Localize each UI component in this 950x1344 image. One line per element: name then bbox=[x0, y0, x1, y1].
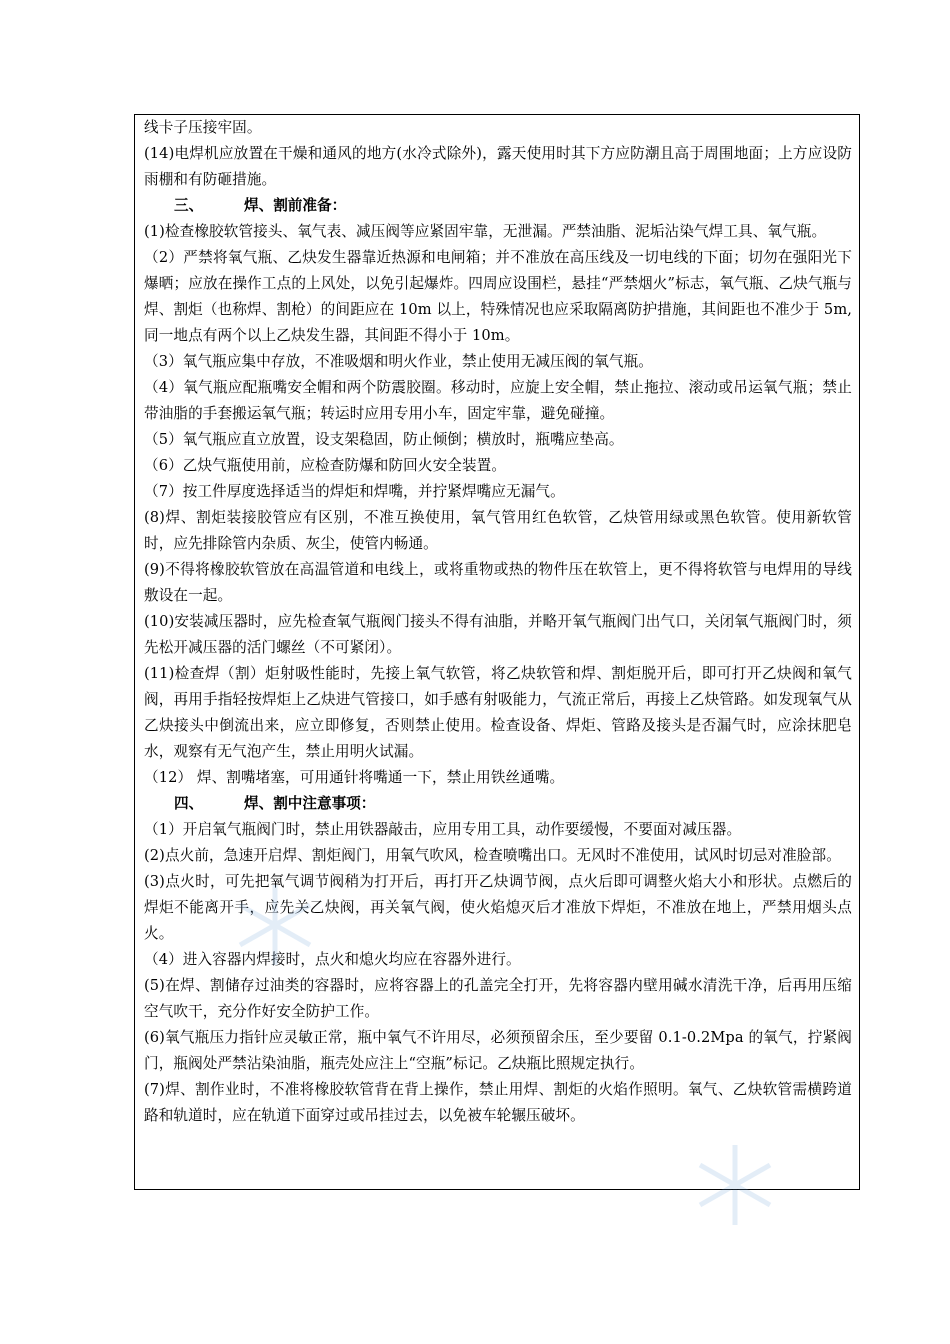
paragraph: （6）乙炔气瓶使用前，应检查防爆和防回火安全装置。 bbox=[144, 457, 507, 474]
paragraph: （12） 焊、割嘴堵塞，可用通针将嘴通一下，禁止用铁丝通嘴。 bbox=[144, 769, 565, 786]
paragraph: （1）开启氧气瓶阀门时，禁止用铁器敲击，应用专用工具，动作要缓慢，不要面对减压器。 bbox=[144, 821, 742, 838]
paragraph: (2)点火前，急速开启焊、割炬阀门，用氧气吹风，检查喷嘴出口。无风时不准使用，试风时切忌对准脸部。 bbox=[144, 847, 841, 864]
paragraph: (10)安装减压器时，应先检查氧气瓶阀门接头不得有油脂，并略开氧气瓶阀门出气口，关闭氧气瓶阀门时，须先松开减压器的活门螺丝（不可紧闭）。 bbox=[144, 613, 852, 656]
snowflake-watermark-right bbox=[690, 1140, 780, 1230]
paragraph: （5）氧气瓶应直立放置，设支架稳固，防止倾倒；横放时，瓶嘴应垫高。 bbox=[144, 431, 624, 448]
document-table-cell bbox=[134, 114, 860, 1190]
paragraph: (6)氧气瓶压力指针应灵敏正常，瓶中氧气不许用尽，必须预留余压，至少要留 0.1-0.2Mpa 的氧气，拧紧阀门，瓶阀处严禁沾染油脂，瓶壳处应注上“空瓶”标记。乙炔瓶比照规定执行。 bbox=[144, 1029, 852, 1072]
paragraph: （4）氧气瓶应配瓶嘴安全帽和两个防震胶圈。移动时，应旋上安全帽，禁止拖拉、滚动或吊运氧气瓶；禁止带油脂的手套搬运氧气瓶；转运时应用专用小车，固定牢靠，避免碰撞。 bbox=[144, 379, 852, 422]
snowflake-watermark-left bbox=[230, 880, 320, 970]
paragraph: (7)焊、割作业时，不准将橡胶软管背在背上操作，禁止用焊、割炬的火焰作照明。氧气、乙炔软管需横跨道路和轨道时，应在轨道下面穿过或吊挂过去，以免被车轮辗压破坏。 bbox=[144, 1081, 852, 1124]
section-heading bbox=[144, 791, 852, 817]
paragraph: (3)点火时，可先把氧气调节阀稍为打开后，再打开乙炔调节阀，点火后即可调整火焰大小和形状。点燃后的焊炬不能离开手，应先关乙炔阀，再关氧气阀，使火焰熄灭后才准放下焊炬，不准放在地上，严禁用烟头点火。 bbox=[144, 873, 852, 942]
section-title: 焊、割前准备： bbox=[244, 197, 347, 214]
paragraph: (1)检查橡胶软管接头、氧气表、减压阀等应紧固牢靠，无泄漏。严禁油脂、泥垢沾染气焊工具、氧气瓶。 bbox=[144, 223, 827, 240]
paragraph: (14)电焊机应放置在干燥和通风的地方(水冷式除外)，露天使用时其下方应防潮且高于周围地面；上方应设防雨棚和有防砸措施。 bbox=[144, 145, 852, 188]
paragraph: （3）氧气瓶应集中存放，不准吸烟和明火作业，禁止使用无减压阀的氧气瓶。 bbox=[144, 353, 653, 370]
paragraph: (11)检查焊（割）炬射吸性能时，先接上氧气软管，将乙炔软管和焊、割炬脱开后，即可打开乙炔阀和氧气阀，再用手指轻按焊炬上乙炔进气管接口，如手感有射吸能力，气流正常后，再接上乙炔管路。如发现氧气从乙炔接头中倒流出来，应立即修复，否则禁止使用。检查设备、焊炬、管路及接头是否漏气时，应涂抹肥皂水，观察有无气泡产生，禁止用明火试漏。 bbox=[144, 665, 852, 760]
paragraph: (8)焊、割炬装接胶管应有区别，不准互换使用，氧气管用红色软管，乙炔管用绿或黑色软管。使用新软管时，应先排除管内杂质、灰尘，使管内畅通。 bbox=[144, 509, 852, 552]
paragraph: （2）严禁将氧气瓶、乙炔发生器靠近热源和电闸箱；并不准放在高压线及一切电线的下面；切勿在强阳光下爆晒；应放在操作工点的上风处，以免引起爆炸。四周应设围栏，悬挂“严禁烟火”标志，氧气瓶、乙炔气瓶与焊、割炬（也称焊、割枪）的间距应在 10m 以上，特殊情况也应采取隔离防护措施，其间距也不准少于 5m,同一地点有两个以上乙炔发生器，其间距不得小于 10m。 bbox=[144, 249, 852, 344]
section-title: 焊、割中注意事项： bbox=[244, 795, 376, 812]
paragraph: （7）按工件厚度选择适当的焊炬和焊嘴，并拧紧焊嘴应无漏气。 bbox=[144, 483, 565, 500]
paragraph: （4）进入容器内焊接时，点火和熄火均应在容器外进行。 bbox=[144, 951, 521, 968]
section-heading bbox=[144, 193, 852, 219]
section-number: 三、 bbox=[174, 197, 204, 214]
paragraph: (5)在焊、割储存过油类的容器时，应将容器上的孔盖完全打开，先将容器内壁用碱水清洗干净，后再用压缩空气吹干，充分作好安全防护工作。 bbox=[144, 977, 852, 1020]
paragraph: (9)不得将橡胶软管放在高温管道和电线上，或将重物或热的物件压在软管上，更不得将软管与电焊用的导线敷设在一起。 bbox=[144, 561, 852, 604]
paragraph: 线卡子压接牢固。 bbox=[144, 119, 262, 136]
section-number: 四、 bbox=[174, 795, 204, 812]
